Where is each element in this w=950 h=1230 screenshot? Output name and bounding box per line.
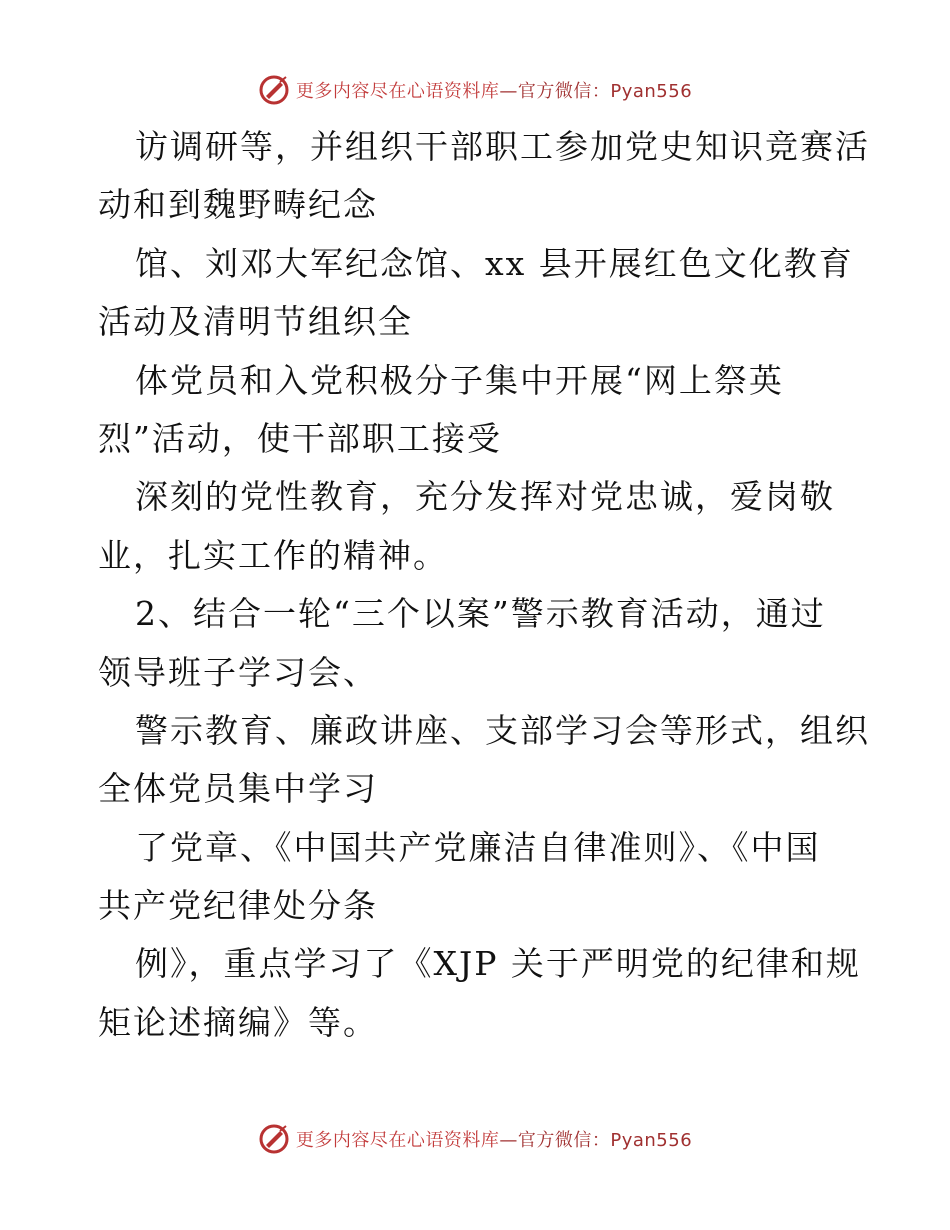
- text-line: 例》，重点学习了《XJP 关于严明党的纪律和规: [135, 944, 861, 984]
- text-line: 领导班子学习会、: [98, 652, 378, 692]
- watermark-text: 更多内容尽在心语资料库—官方微信：Pyan556: [295, 81, 693, 102]
- text-line: 共产党纪律处分条: [98, 886, 378, 926]
- text-line: 矩论述摘编》等。: [98, 1002, 378, 1042]
- text-line: 活动及清明节组织全: [98, 302, 413, 342]
- text-line: 动和到魏野畴纪念: [98, 185, 378, 225]
- text-line: 警示教育、廉政讲座、支部学习会等形式，组织: [135, 710, 870, 750]
- footer-watermark: [0, 1119, 950, 1159]
- text-line: 馆、刘邓大军纪念馆、xx 县开展红色文化教育: [135, 243, 854, 283]
- watermark-text: 更多内容尽在心语资料库—官方微信：Pyan556: [295, 1130, 693, 1151]
- text-line: 全体党员集中学习: [98, 769, 378, 809]
- text-line: 深刻的党性教育，充分发挥对党忠诚，爱岗敬: [135, 477, 835, 517]
- text-line: 业，扎实工作的精神。: [98, 535, 448, 575]
- text-line: 访调研等，并组织干部职工参加党史知识竞赛活: [135, 127, 870, 166]
- text-line: 了党章、《中国共产党廉洁自律准则》、《中国: [135, 827, 821, 867]
- header-watermark: [0, 70, 950, 110]
- text-line: 烈”活动，使干部职工接受: [98, 418, 502, 458]
- quill-circle-logo-icon: [258, 74, 290, 106]
- text-line: 2、结合一轮“三个以案”警示教育活动，通过: [135, 594, 826, 634]
- body-text: [98, 118, 868, 1052]
- text-line: 体党员和入党积极分子集中开展“网上祭英: [135, 360, 784, 400]
- quill-circle-logo-icon: [258, 1123, 290, 1155]
